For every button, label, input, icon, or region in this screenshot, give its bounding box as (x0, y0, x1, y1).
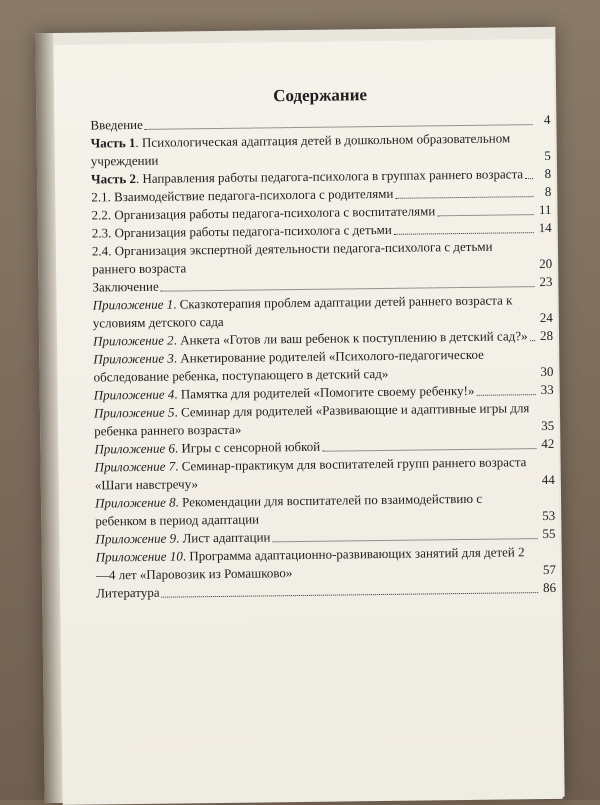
toc-entry (96, 543, 556, 585)
toc-entry (91, 129, 551, 171)
toc-page-number: 4 (534, 111, 550, 129)
toc-entry (92, 237, 552, 279)
toc-label-text: Литература (96, 585, 160, 601)
toc-page-number: 8 (535, 183, 551, 201)
toc-page-number: 14 (536, 219, 552, 237)
toc-label (94, 399, 534, 440)
toc-label (96, 584, 160, 603)
toc-leader-dots (525, 178, 533, 179)
toc-label (96, 543, 536, 584)
toc-leader-dots (273, 538, 538, 542)
toc-leader-dots (162, 592, 539, 598)
toc-page-number: 8 (535, 165, 551, 183)
toc-page-number: 30 (537, 363, 553, 381)
toc-label-text: . Программа адаптационно-развивающих занятий для детей 2—4 лет «Паровозик из Ромашково» (96, 544, 525, 582)
toc-row (95, 453, 555, 495)
book (35, 27, 564, 803)
toc-label-text: . Памятка для родителей «Помогите своему ребенку!» (174, 383, 474, 402)
toc-label-text: 2.3. Организация работы педагога-психолога с детьми (92, 222, 392, 241)
toc-entry (95, 489, 555, 531)
toc-label (92, 278, 159, 297)
toc-label (95, 528, 270, 548)
toc-prefix: Приложение 10 (96, 548, 183, 564)
toc-label-text: . Семинар-практикум для воспитателей групп раннего возраста «Шаги навстречу» (95, 454, 530, 492)
toc-page-number: 53 (539, 507, 555, 525)
toc-prefix: Приложение 9 (95, 531, 176, 547)
toc-label (95, 453, 535, 494)
toc-row (91, 129, 551, 171)
toc-label (91, 129, 531, 170)
toc-label (95, 489, 535, 530)
toc-prefix: Часть 1 (91, 135, 136, 151)
toc-page-number: 24 (537, 309, 553, 327)
toc-content (90, 83, 556, 603)
toc-row (92, 237, 552, 279)
toc-page-number: 35 (538, 417, 554, 435)
toc-label-text: Введение (90, 117, 143, 133)
toc-list (90, 111, 556, 603)
toc-prefix: Приложение 4 (94, 387, 175, 403)
toc-label-text: . Семинар для родителей «Развивающие и адаптивные игры для ребенка раннего возраста» (94, 400, 533, 438)
toc-page-number: 28 (537, 327, 553, 345)
toc-label (93, 291, 533, 332)
toc-row (93, 345, 553, 387)
toc-label-text: . Психологическая адаптация детей в дошкольном образовательном учреждении (91, 130, 514, 168)
toc-entry (93, 291, 553, 333)
toc-label (93, 345, 533, 386)
toc-page-number: 57 (540, 561, 556, 579)
toc-leader-dots (395, 196, 533, 199)
toc-page-number: 55 (539, 525, 555, 543)
toc-row (93, 291, 553, 333)
toc-page-number: 86 (540, 579, 556, 597)
toc-page-number: 5 (535, 147, 551, 165)
toc-page-number: 42 (538, 435, 554, 453)
toc-label-text: 2.4. Организация экспертной деятельности педагога-психолога с детьми раннего возраста (92, 239, 496, 277)
page-title: Содержание (90, 83, 550, 109)
toc-leader-dots (322, 448, 536, 452)
toc-entry (93, 345, 553, 387)
toc-label-text: Заключение (92, 279, 158, 295)
toc-page-number: 33 (538, 381, 554, 399)
book-page (53, 39, 562, 805)
toc-label-text: . Игры с сенсорной юбкой (175, 439, 320, 456)
toc-prefix: Приложение 8 (95, 495, 176, 511)
toc-label-text: . Анкета «Готов ли ваш ребенок к поступлению в детский сад?» (174, 328, 528, 347)
toc-leader-dots (394, 232, 534, 235)
toc-row (94, 399, 554, 441)
toc-label-text: . Сказкотерапия проблем адаптации детей раннего возраста к условиям детского сада (93, 292, 516, 330)
toc-label (90, 116, 143, 135)
toc-page-number: 20 (536, 255, 552, 273)
toc-label-text: . Направления работы педагога-психолога в группах раннего возраста (136, 166, 523, 186)
toc-page-number: 44 (539, 471, 555, 489)
toc-prefix: Часть 2 (91, 171, 136, 187)
toc-label-text: 2.2. Организация работы педагога-психолога с воспитателями (91, 203, 435, 222)
toc-prefix: Приложение 5 (94, 405, 175, 421)
toc-prefix: Приложение 7 (95, 459, 176, 475)
toc-label (92, 237, 532, 278)
toc-leader-dots (437, 214, 533, 216)
toc-entry (94, 399, 554, 441)
toc-leader-dots (476, 394, 535, 396)
toc-prefix: Приложение 2 (93, 333, 174, 349)
toc-label-text: . Лист адаптации (176, 529, 271, 545)
toc-prefix: Приложение 1 (93, 297, 174, 313)
toc-prefix: Приложение 6 (94, 441, 175, 457)
toc-leader-dots (530, 340, 536, 341)
toc-label-text: 2.1. Взаимодействие педагога-психолога с родителями (91, 186, 393, 205)
toc-entry (95, 453, 555, 495)
toc-label-text: . Рекомендации для воспитателей по взаимодействию с ребенком в период адаптации (95, 491, 485, 529)
toc-page-number: 23 (536, 273, 552, 291)
toc-row (95, 489, 555, 531)
toc-page-number: 11 (535, 201, 551, 219)
toc-prefix: Приложение 3 (93, 351, 174, 367)
toc-label-text: . Анкетирование родителей «Психолого-педагогическое обследование ребенка, поступающего в детский сад» (93, 347, 487, 385)
toc-row (96, 543, 556, 585)
